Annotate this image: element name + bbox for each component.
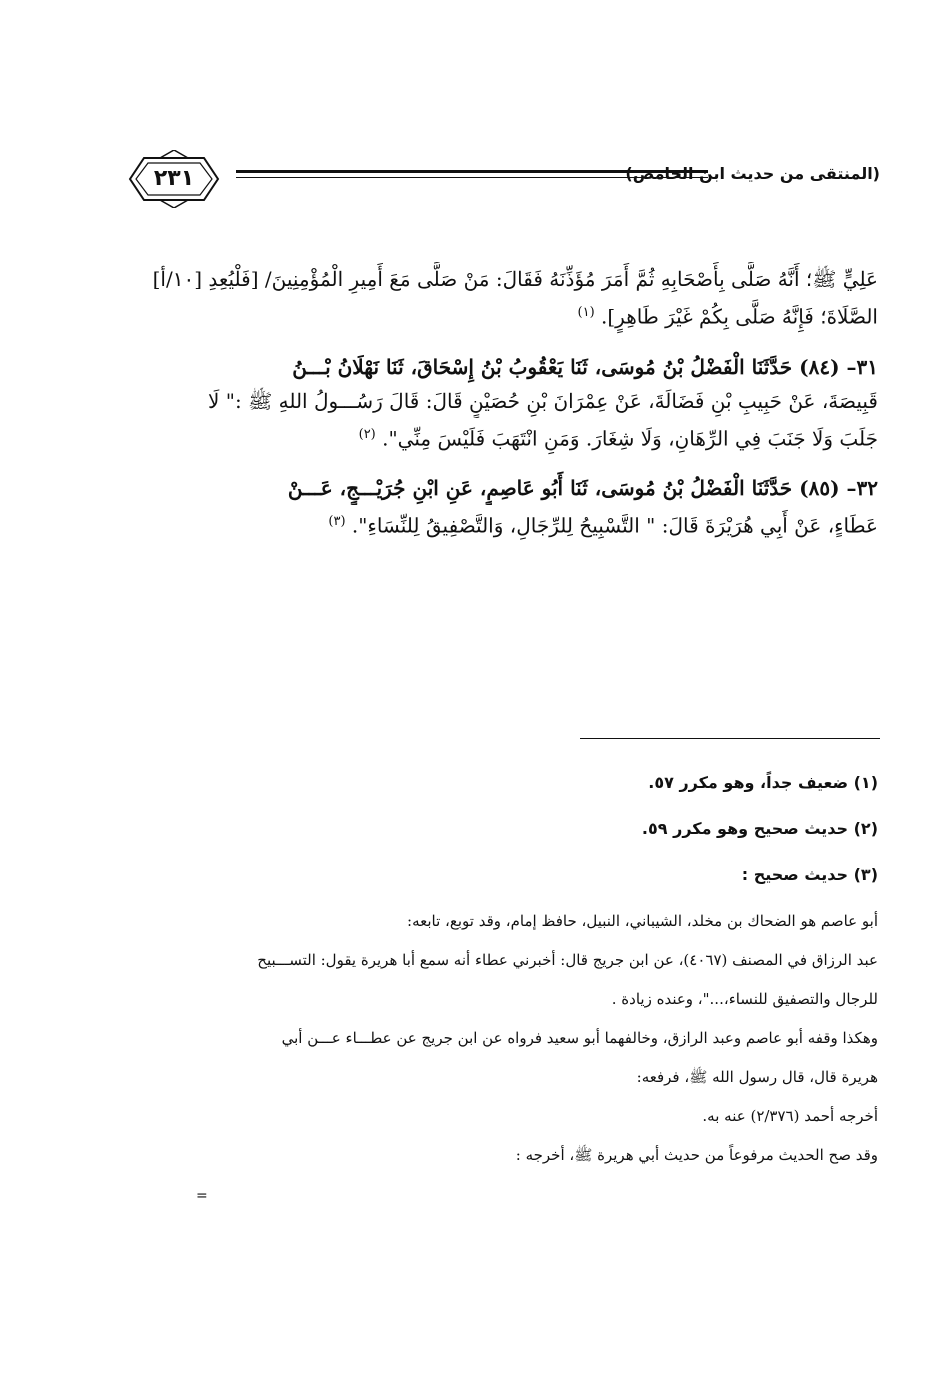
footnote-2: (٢) حديث صحيح وهو مكرر ٥٩. bbox=[641, 819, 878, 838]
commentary-line: أخرجه أحمد (٢/٣٧٦) عنه به. bbox=[702, 1107, 878, 1125]
page-header bbox=[120, 150, 880, 210]
hadith-32-line: ٣٢– (٨٥) حَدَّثَنَا الْفَضْلُ بْنُ مُوسَى، ثَنَا أَبُو عَاصِمٍ، عَنِ ابْنِ جُرَيْـــجٍ، عَـــنْ bbox=[287, 476, 878, 501]
footnote-marker: (٣) bbox=[328, 514, 346, 530]
footnote-separator bbox=[580, 738, 880, 739]
stray-mark: = bbox=[196, 1188, 208, 1204]
hadith-31-line: ٣١– (٨٤) حَدَّثَنَا الْفَضْلُ بْنُ مُوسَى، ثَنَا يَعْقُوبُ بْنُ إِسْحَاقَ، ثَنَا نَهْلَانُ بْـــنُ bbox=[292, 354, 878, 379]
footnote-marker: (١) bbox=[577, 305, 595, 320]
text-line: عَطَاءٍ، عَنْ أَبِي هُرَيْرَةَ قَالَ: " التَّسْبِيحُ لِلرِّجَالِ، وَالتَّصْفِيقُ لِلنِّسَاءِ". $^{(٣)}$ bbox=[328, 513, 878, 538]
main-text bbox=[30, 262, 878, 543]
footnote-3: (٣) حديث صحيح : bbox=[741, 865, 878, 884]
footnote-marker: (٢) bbox=[358, 426, 376, 442]
commentary bbox=[130, 902, 878, 1175]
commentary-line: وهكذا وقفه أبو عاصم وعبد الرازق، وخالفهما أبو سعيد فرواه عن ابن جريج عن عطـــاء عـــن أبي bbox=[281, 1029, 878, 1047]
footnotes bbox=[60, 760, 878, 898]
footnote-1: (١) ضعيف جداً، وهو مكرر ٥٧. bbox=[648, 773, 878, 792]
text-line: قَبِيصَةَ، عَنْ حَبِيبِ بْنِ فَضَالَةَ، عَنْ عِمْرَانَ بْنِ حُصَيْنٍ قَالَ: قَالَ رَسُـــولُ اللهِ ﷺ :" لَا bbox=[208, 388, 878, 413]
page-number: ٢٣١ bbox=[153, 166, 195, 191]
page-number-badge bbox=[120, 150, 228, 208]
running-title: (المنتقى من حديث ابن الحامض) bbox=[625, 164, 880, 183]
commentary-line: للرجال والتصفيق للنساء،..."، وعنده زيادة . bbox=[611, 990, 878, 1008]
commentary-line: أبو عاصم هو الضحاك بن مخلد، الشيباني، النبيل، حافظ إمام، وقد توبع، تابعه: bbox=[407, 912, 878, 930]
commentary-line: عبد الرزاق في المصنف (٤٠٦٧)، عن ابن جريج قال: أخبرني عطاء أنه سمع أبا هريرة يقول: التســـبيح bbox=[257, 951, 878, 969]
commentary-line: وقد صح الحديث مرفوعاً من حديث أبي هريرة ﷺ، أخرجه : bbox=[515, 1146, 878, 1164]
commentary-line: هريرة قال، قال رسول الله ﷺ، فرفعه: bbox=[636, 1068, 878, 1086]
text-line: جَلَبَ وَلَا جَنَبَ فِي الرِّهَانِ، وَلَا شِغَارَ. وَمَنِ انْتَهَبَ فَلَيْسَ مِنِّي". $^{(٢)}$ bbox=[358, 426, 878, 451]
text-line: عَلِيٍّ ﷺ؛ أَنَّهُ صَلَّى بِأَصْحَابِهِ ثُمَّ أَمَرَ مُؤَذِّنَهُ فَقَالَ: مَنْ صَلَّى مَعَ أَمِيرِ الْمُؤْمِنِينَ/ [فَلْيُعِدِ [١٠/أ] bbox=[152, 267, 878, 291]
text-line: الصَّلَاةَ؛ فَإِنَّهُ صَلَّى بِكُمْ غَيْرَ طَاهِرٍ]. $^{(١)}$ bbox=[577, 304, 878, 329]
